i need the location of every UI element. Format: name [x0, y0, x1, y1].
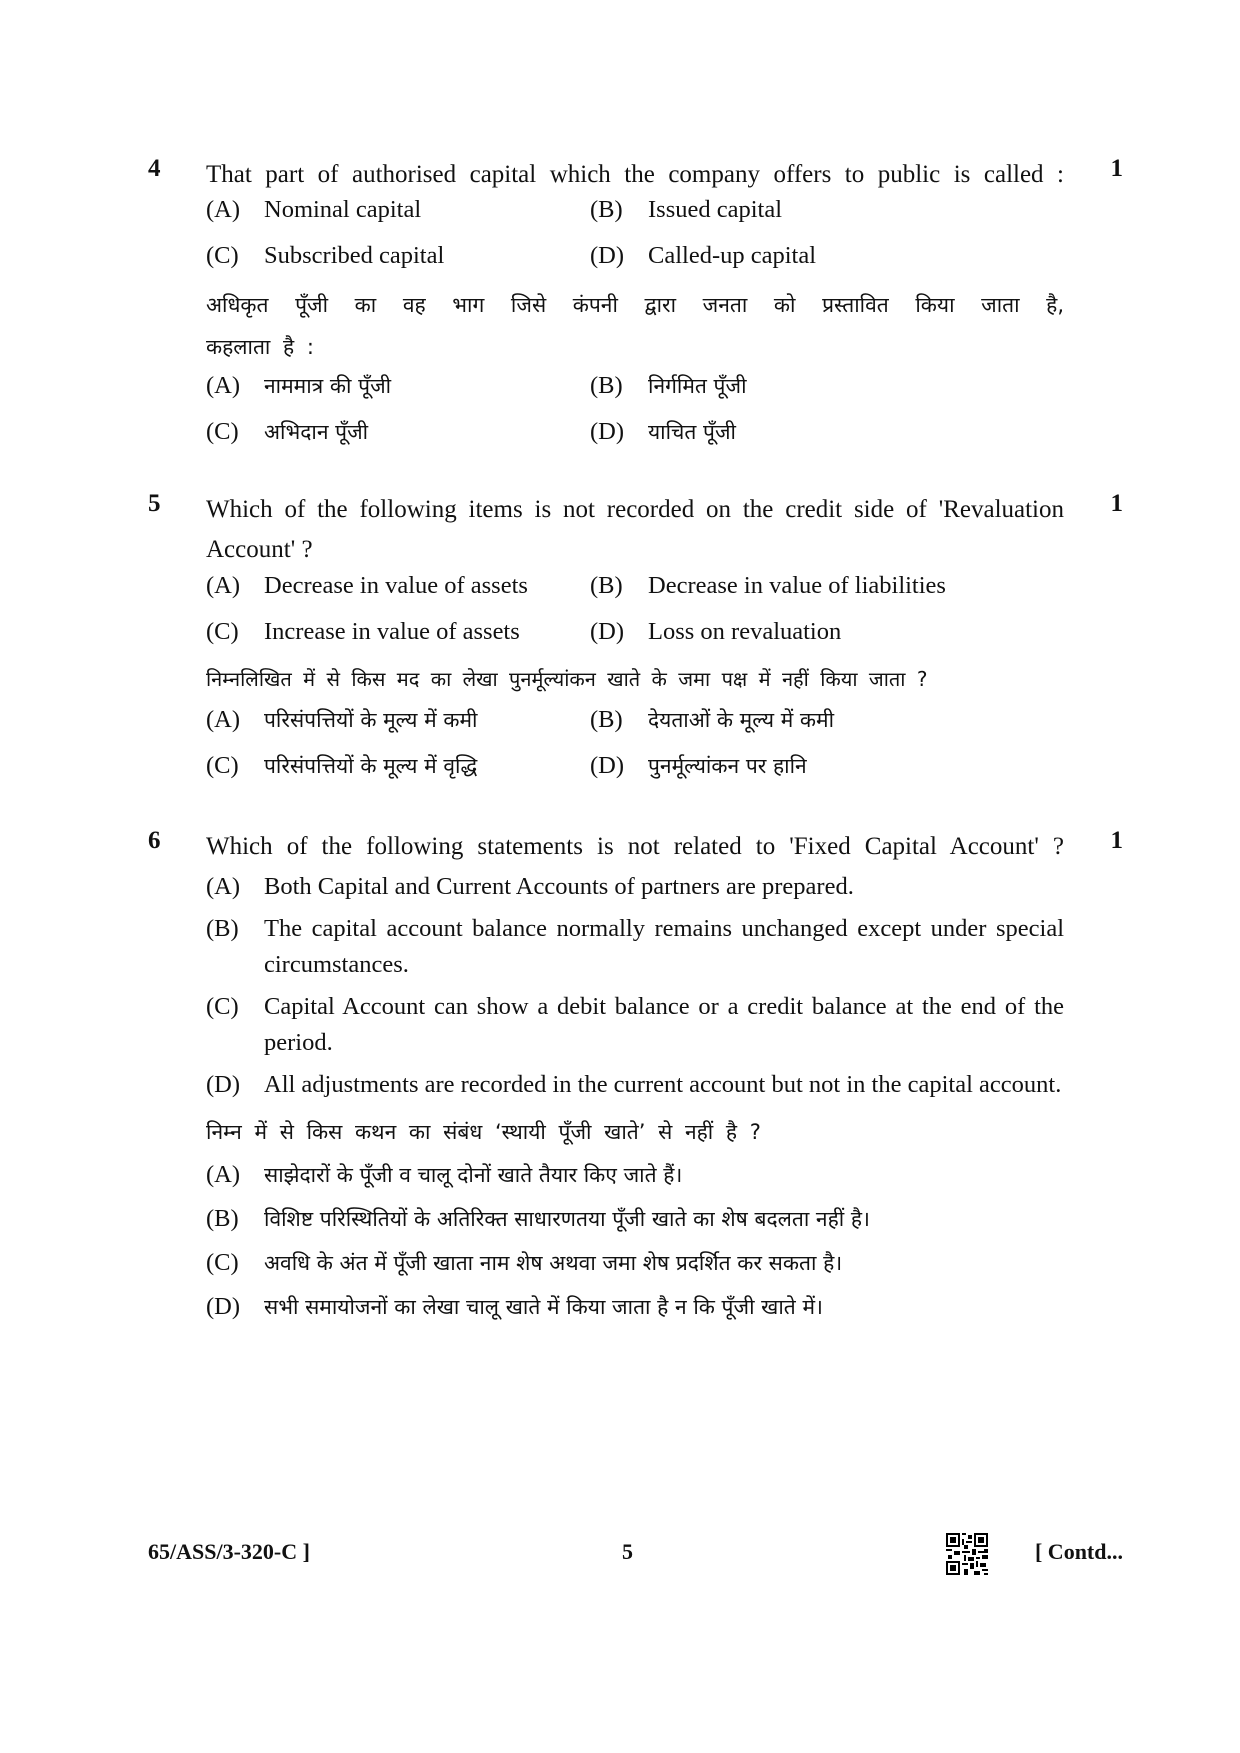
option-b-hindi: (B) देयताओं के मूल्य में कमी [590, 706, 835, 733]
question-text-hindi-continued: कहलाता है : [206, 335, 314, 359]
option-d-hindi: (D) सभी समायोजनों का लेखा चालू खाते में किया जाता है न कि पूँजी खाते में। [206, 1293, 823, 1320]
question-text: Which of the following items is not recorded on the credit side of 'Revaluation [206, 496, 1064, 523]
options-row [148, 242, 1123, 284]
question-text: That part of authorised capital which the company offers to public is called : [206, 161, 1064, 188]
options-row-hindi [148, 706, 1123, 752]
option-c: (C) Increase in value of assets [206, 618, 520, 645]
option-b-hindi: (B) विशिष्ट परिस्थितियों के अतिरिक्त साधारणतया पूँजी खाते का शेष बदलता नहीं है। [206, 1205, 870, 1232]
option-c-hindi: (C) परिसंपत्तियों के मूल्य में वृद्धि [206, 752, 478, 779]
option-c: (C) Capital Account can show a debit balance or a credit balance at the end of the period. [206, 993, 1064, 1056]
option-c-hindi: (C) अवधि के अंत में पूँजी खाता नाम शेष अथवा जमा शेष प्रदर्शित कर सकता है। [206, 1249, 843, 1276]
question-text-hindi: निम्नलिखित में से किस मद का लेखा पुनर्मूल्यांकन खाते के जमा पक्ष में नहीं किया जाता ? [206, 667, 928, 691]
paper-code: 65/ASS/3-320-C ] [148, 1539, 310, 1564]
option-a-hindi: (A) नाममात्र की पूँजी [206, 372, 392, 399]
option-d-hindi: (D) याचित पूँजी [590, 418, 736, 445]
page-number: 5 [622, 1539, 633, 1564]
question-text-hindi: निम्न में से किस कथन का संबंध ‘स्थायी पूँजी खाते’ से नहीं है ? [206, 1120, 761, 1144]
option-d-hindi: (D) पुनर्मूल्यांकन पर हानि [590, 752, 807, 779]
continued-label: [ Contd... [1034, 1539, 1123, 1564]
question-text: Which of the following statements is not related to 'Fixed Capital Account' ? [206, 833, 1064, 860]
option-c: (C) Subscribed capital [206, 242, 445, 269]
qr-code-icon [946, 1533, 988, 1575]
option-c-hindi: (C) अभिदान पूँजी [206, 418, 369, 445]
option-d: (D) Called-up capital [590, 242, 817, 269]
question-4 [148, 155, 1123, 464]
question-number: 5 [148, 490, 161, 517]
options-row-hindi [148, 372, 1123, 418]
question-text-continued: Account' ? [206, 536, 313, 563]
option-a-hindi: (A) साझेदारों के पूँजी व चालू दोनों खाते तैयार किए जाते हैं। [206, 1161, 683, 1188]
question-marks: 1 [1110, 827, 1123, 854]
options-row-hindi [148, 418, 1123, 464]
question-number: 4 [148, 155, 161, 182]
option-b: (B) Issued capital [590, 196, 783, 223]
option-a: (A) Decrease in value of assets [206, 572, 528, 599]
question-text-hindi: अधिकृत पूँजी का वह भाग जिसे कंपनी द्वारा जनता को प्रस्तावित किया जाता है, [206, 293, 1064, 317]
question-6 [148, 827, 1123, 1329]
option-d: (D) Loss on revaluation [590, 618, 842, 645]
option-b: (B) Decrease in value of liabilities [590, 572, 946, 599]
question-marks: 1 [1110, 490, 1123, 517]
options-row-hindi [148, 752, 1123, 798]
question-5 [148, 490, 1123, 798]
option-a-hindi: (A) परिसंपत्तियों के मूल्य में कमी [206, 706, 478, 733]
options-row [148, 196, 1123, 242]
option-b: (B) The capital account balance normally remains unchanged except under special circumstances. [206, 915, 1064, 978]
question-number: 6 [148, 827, 161, 854]
option-a: (A) Both Capital and Current Accounts of partners are prepared. [206, 873, 854, 900]
page-footer [148, 1533, 1123, 1577]
options-row [148, 618, 1123, 658]
option-a: (A) Nominal capital [206, 196, 422, 223]
option-b-hindi: (B) निर्गमित पूँजी [590, 372, 747, 399]
option-d: (D) All adjustments are recorded in the current account but not in the capital account. [206, 1071, 1062, 1098]
question-marks: 1 [1110, 155, 1123, 182]
options-row [148, 572, 1123, 618]
